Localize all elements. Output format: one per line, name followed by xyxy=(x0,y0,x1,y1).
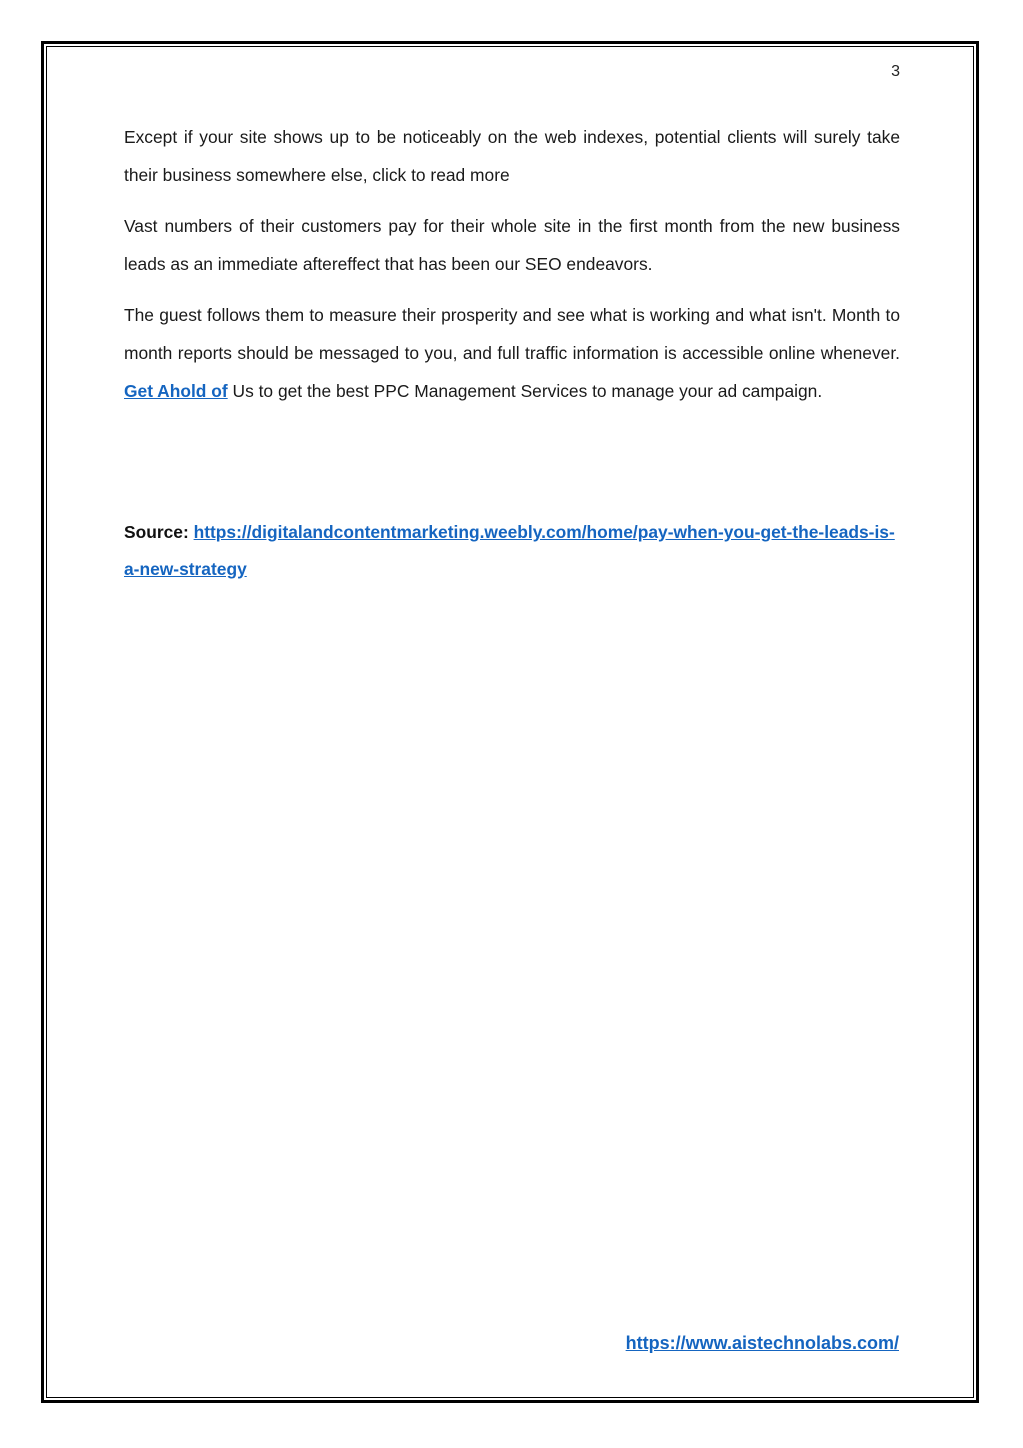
paragraph-3-text-end: Us to get the best PPC Management Services to manage your ad campaign. xyxy=(227,381,823,401)
get-ahold-of-link[interactable]: Get Ahold of xyxy=(124,381,228,401)
document-body xyxy=(124,118,900,423)
page-number: 3 xyxy=(891,63,900,80)
paragraph-3-text-start: The guest follows them to measure their prosperity and see what is working and what isn't. Month to month reports should be messaged to you, and full traffic information is accessible online whenever. xyxy=(124,305,900,363)
source-url-link[interactable]: https://digitalandcontentmarketing.weebly.com/home/pay-when-you-get-the-leads-is-a-new-strategy xyxy=(124,522,895,579)
source-label: Source: xyxy=(124,522,189,542)
source-citation xyxy=(124,514,900,588)
paragraph-2: Vast numbers of their customers pay for their whole site in the first month from the new business leads as an immediate aftereffect that has been our SEO endeavors. xyxy=(124,216,900,274)
paragraph-1: Except if your site shows up to be noticeably on the web indexes, potential clients will surely take their business somewhere else, click to read more xyxy=(124,127,900,185)
footer-website-link[interactable]: https://www.aistechnolabs.com/ xyxy=(625,1333,899,1353)
paragraph-3 xyxy=(124,296,900,410)
